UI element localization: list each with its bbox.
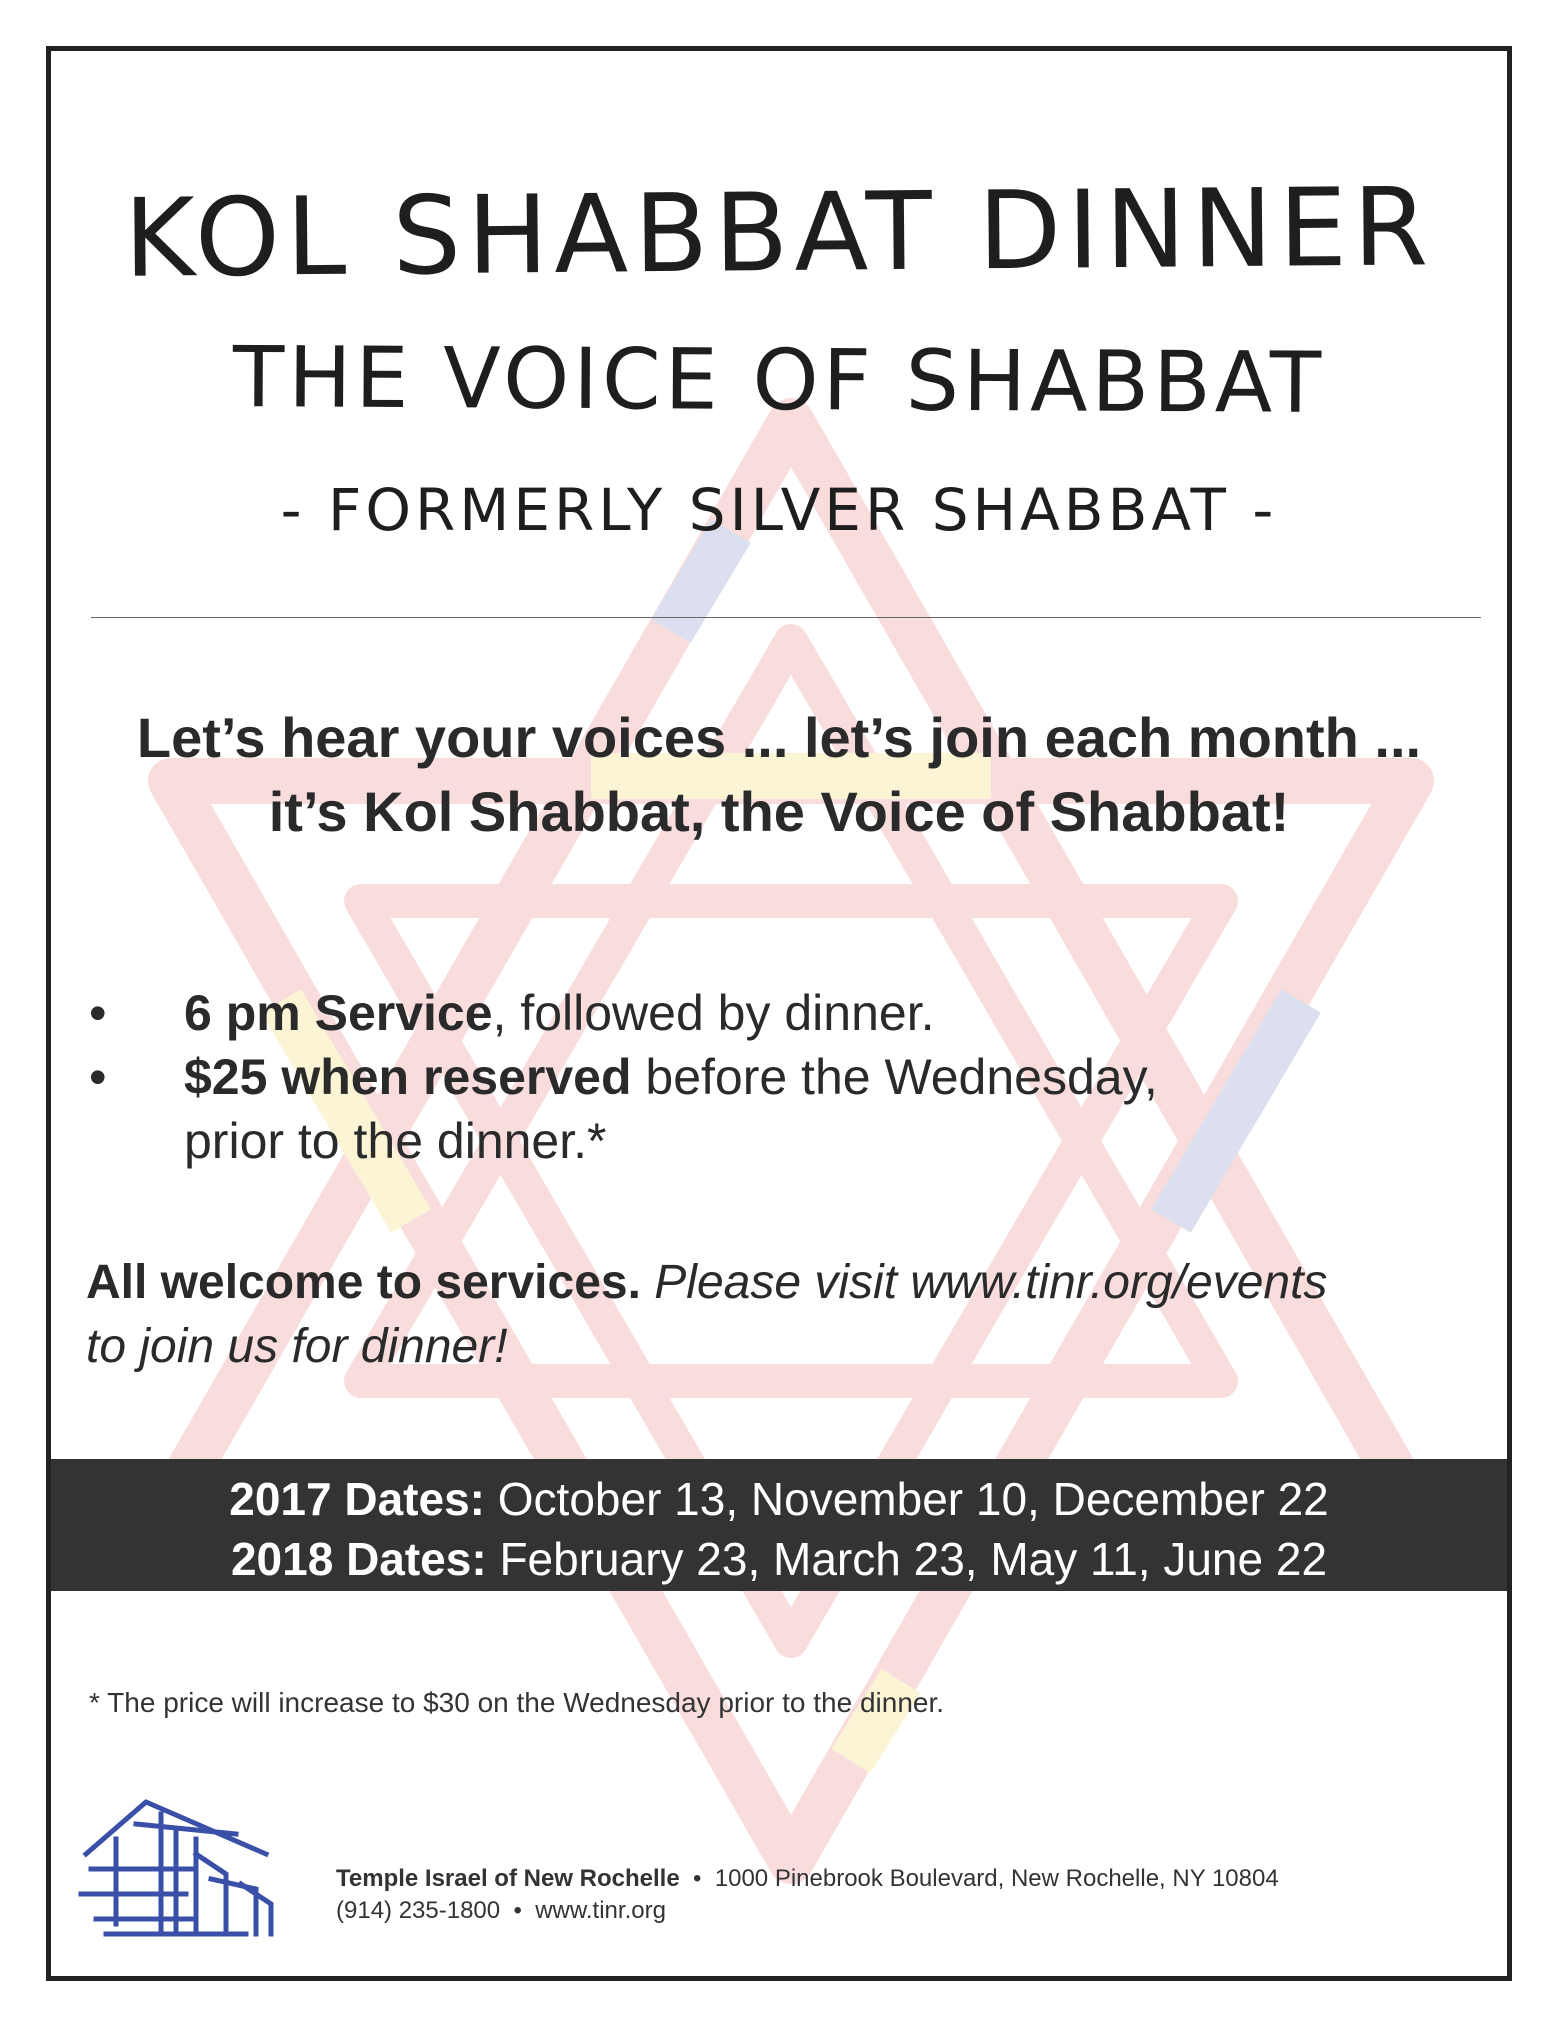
event-subtitle: THE VOICE OF SHABBAT	[232, 328, 1326, 432]
dates-2017	[51, 1469, 1507, 1529]
tagline-line-1: Let’s hear your voices ... let’s join each month ...	[136, 706, 1422, 769]
dates-label: 2018 Dates:	[230, 1533, 487, 1585]
separator: •	[693, 1865, 702, 1892]
dates-label: 2017 Dates:	[229, 1473, 485, 1525]
divider	[91, 617, 1481, 618]
price-text-2: prior to the dinner.*	[184, 1113, 607, 1169]
service-time: 6 pm Service	[184, 985, 493, 1041]
welcome-text	[86, 1251, 1466, 1379]
dates-2018	[51, 1529, 1507, 1589]
separator: •	[513, 1897, 522, 1924]
price-footnote: * The price will increase to $30 on the Wednesday prior to the dinner.	[89, 1687, 945, 1718]
street-address: 1000 Pinebrook Boulevard, New Rochelle, NY 10804	[714, 1865, 1279, 1892]
price-text: before the Wednesday,	[631, 1049, 1158, 1105]
org-name: Temple Israel of New Rochelle	[336, 1865, 680, 1892]
welcome-bold: All welcome to services.	[86, 1256, 641, 1309]
list-item	[89, 981, 1439, 1045]
welcome-link-text: Please visit www.tinr.org/events	[654, 1256, 1328, 1309]
temple-logo-icon	[76, 1794, 276, 1944]
tagline-line-2: it’s Kol Shabbat, the Voice of Shabbat!	[268, 780, 1290, 843]
event-title: KOL SHABBAT DINNER	[123, 165, 1435, 302]
tagline	[51, 701, 1507, 849]
phone: (914) 235-1800	[336, 1897, 501, 1924]
welcome-link-text-2: to join us for dinner!	[86, 1320, 508, 1373]
bullet-dot: •	[89, 985, 107, 1041]
footer-address	[336, 1863, 1279, 1927]
website-link[interactable]: www.tinr.org	[535, 1897, 666, 1924]
list-item	[89, 1045, 1439, 1173]
dates-bar	[51, 1459, 1507, 1591]
details-list	[89, 981, 1439, 1173]
dates-value: February 23, March 23, May 11, June 22	[499, 1533, 1328, 1585]
bullet-dot: •	[89, 1049, 107, 1105]
price: $25 when reserved	[184, 1049, 632, 1105]
service-text: , followed by dinner.	[492, 985, 935, 1041]
formerly-note: - FORMERLY SILVER SHABBAT -	[280, 476, 1278, 544]
dates-value: October 13, November 10, December 22	[497, 1473, 1329, 1525]
flyer-frame	[46, 46, 1512, 1981]
